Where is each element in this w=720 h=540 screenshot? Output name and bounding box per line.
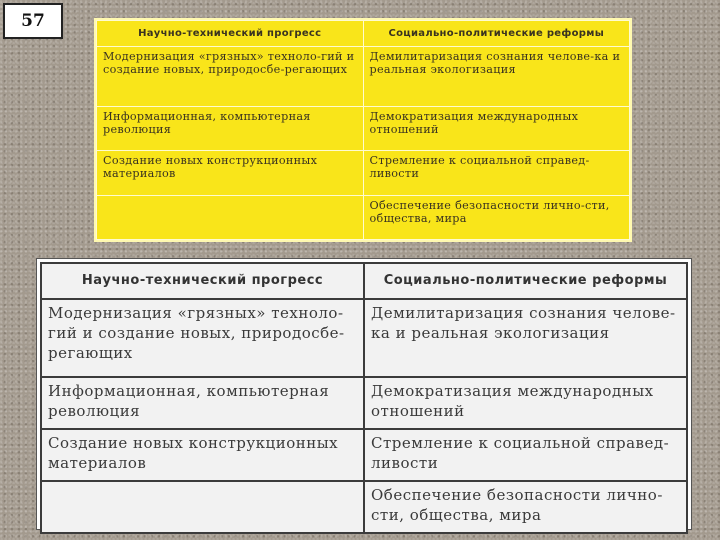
table-cell: Создание новых конструкционных материалов <box>41 429 364 481</box>
table-cell: Информационная, компьютерная революция <box>41 377 364 429</box>
table-cell: Демократизация международных отношений <box>363 106 630 150</box>
table-cell: Демилитаризация сознания челове-ка и реальная экологизация <box>364 299 687 377</box>
gray-table <box>36 258 692 530</box>
table-cell: Модернизация «грязных» техноло-гий и создание новых, природосбе-регающих <box>41 299 364 377</box>
table-row <box>41 481 687 533</box>
yellow-table <box>94 18 632 242</box>
table-cell: Модернизация «грязных» техноло-гий и создание новых, природосбе-регающих <box>97 47 364 106</box>
table-row <box>97 106 630 150</box>
table-cell: Обеспечение безопасности лично-сти, общества, мира <box>363 195 630 239</box>
table-row <box>41 377 687 429</box>
slide-number: 57 <box>3 3 63 39</box>
column-header: Социально-политические реформы <box>363 21 630 47</box>
table-cell <box>97 195 364 239</box>
table-cell <box>41 481 364 533</box>
table-cell: Обеспечение безопасности лично-сти, общества, мира <box>364 481 687 533</box>
table-header-row <box>41 263 687 299</box>
table-header-row <box>97 21 630 47</box>
table-cell: Информационная, компьютерная революция <box>97 106 364 150</box>
table-row <box>97 151 630 195</box>
table-cell: Создание новых конструкционных материалов <box>97 151 364 195</box>
column-header: Социально-политические реформы <box>364 263 687 299</box>
table-cell: Демократизация международных отношений <box>364 377 687 429</box>
table-cell: Демилитаризация сознания челове-ка и реальная экологизация <box>363 47 630 106</box>
column-header: Научно-технический прогресс <box>97 21 364 47</box>
table-row <box>41 429 687 481</box>
table-cell: Стремление к социальной справед-ливости <box>363 151 630 195</box>
table-row <box>41 299 687 377</box>
column-header: Научно-технический прогресс <box>41 263 364 299</box>
table-row <box>97 195 630 239</box>
table-cell: Стремление к социальной справед-ливости <box>364 429 687 481</box>
table-row <box>97 47 630 106</box>
